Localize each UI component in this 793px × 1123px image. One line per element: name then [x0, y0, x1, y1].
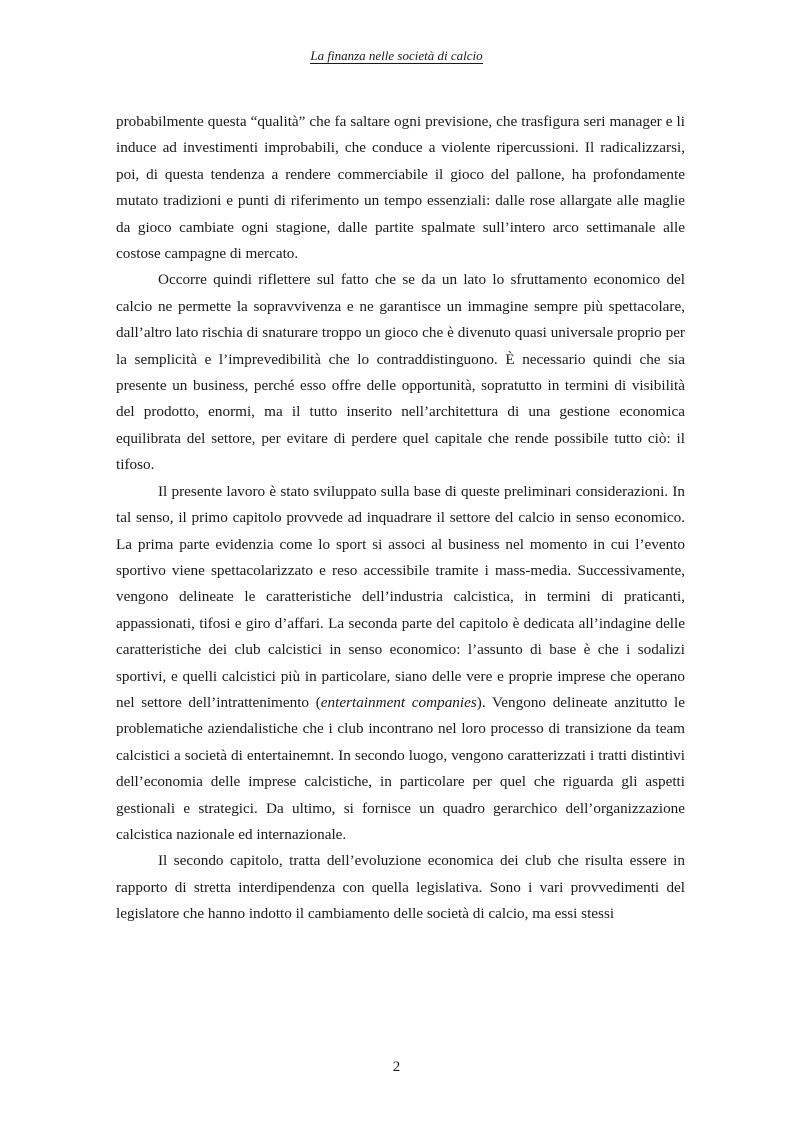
- paragraph-1: probabilmente questa “qualità” che fa saltare ogni previsione, che trasfigura seri manager e li induce ad investimenti improbabili, che conduce a violente ripercussioni. Il radicalizzarsi, poi, di questa tendenza a rendere commerciabile il gioco del pallone, ha profondamente mutato tradizioni e punti di riferimento un tempo essenziali: dalle rose allargate alle maglie da gioco cambiate ogni stagione, dalle partite spalmate sull’intero arco settimanale alle costose campagne di mercato.: [116, 113, 685, 263]
- paragraph-2: Occorre quindi riflettere sul fatto che se da un lato lo sfruttamento economico del calcio ne permette la sopravvivenza e ne garantisce un immagine sempre più spettacolare, dall’altro lato rischia di snaturare troppo un gioco che è divenuto quasi universale proprio per la semplicità e l’imprevedibilità che lo contraddistinguono. È necessario quindi che sia presente un business, perché esso offre delle opportunità, sopratutto in termini di visibilità del prodotto, enormi, ma il tutto inserito nell’architettura di una gestione economica equilibrata del settore, per evitare di perdere quel capitale che rende possibile tutto ciò: il tifoso.: [116, 271, 685, 474]
- paragraph-3-text-a: Il presente lavoro è stato sviluppato sulla base di queste preliminari considerazioni. In tal senso, il primo capitolo provvede ad inquadrare il settore del calcio in senso economico. La prima parte evidenzia come lo sport si associ al business nel momento in cui l’evento sportivo viene spettacolarizzato e reso accessibile tramite i mass-media. Successivamente, vengono delineate le caratteristiche dell’industria calcistica, in termini di praticanti, appassionati, tifosi e giro d’affari. La seconda parte del capitolo è dedicata all’indagine delle caratteristiche dei club calcistici in senso economico: l’assunto di base è che i sodalizi sportivi, e quelli calcistici più in particolare, siano delle vere e proprie imprese che operano nel settore dell’intrattenimento (: [116, 482, 685, 711]
- running-title: La finanza nelle società di calcio: [310, 48, 483, 63]
- paragraph-3-italic-term: entertainment companies: [320, 693, 477, 711]
- paragraph-3-text-b: ). Vengono delineate anzitutto le problematiche aziendalistiche che i club incontrano nel loro processo di transizione da team calcistici a società di entertainemnt. In secondo luogo, vengono caratterizzati i tratti distintivi dell’economia delle imprese calcistiche, in particolare per quel che riguarda gli aspetti gestionali e strategici. Da ultimo, si fornisce un quadro gerarchico dell’organizzazione calcistica nazionale ed internazionale.: [116, 693, 685, 843]
- running-header: [0, 48, 793, 64]
- page-number: 2: [392, 1059, 401, 1075]
- paragraph-4: Il secondo capitolo, tratta dell’evoluzione economica dei club che risulta essere in rapporto di stretta interdipendenza con quella legislativa. Sono i vari provvedimenti del legislatore che hanno indotto il cambiamento delle società di calcio, ma essi stessi: [116, 852, 685, 923]
- body-text: [116, 109, 685, 928]
- paragraph-3: [116, 479, 685, 849]
